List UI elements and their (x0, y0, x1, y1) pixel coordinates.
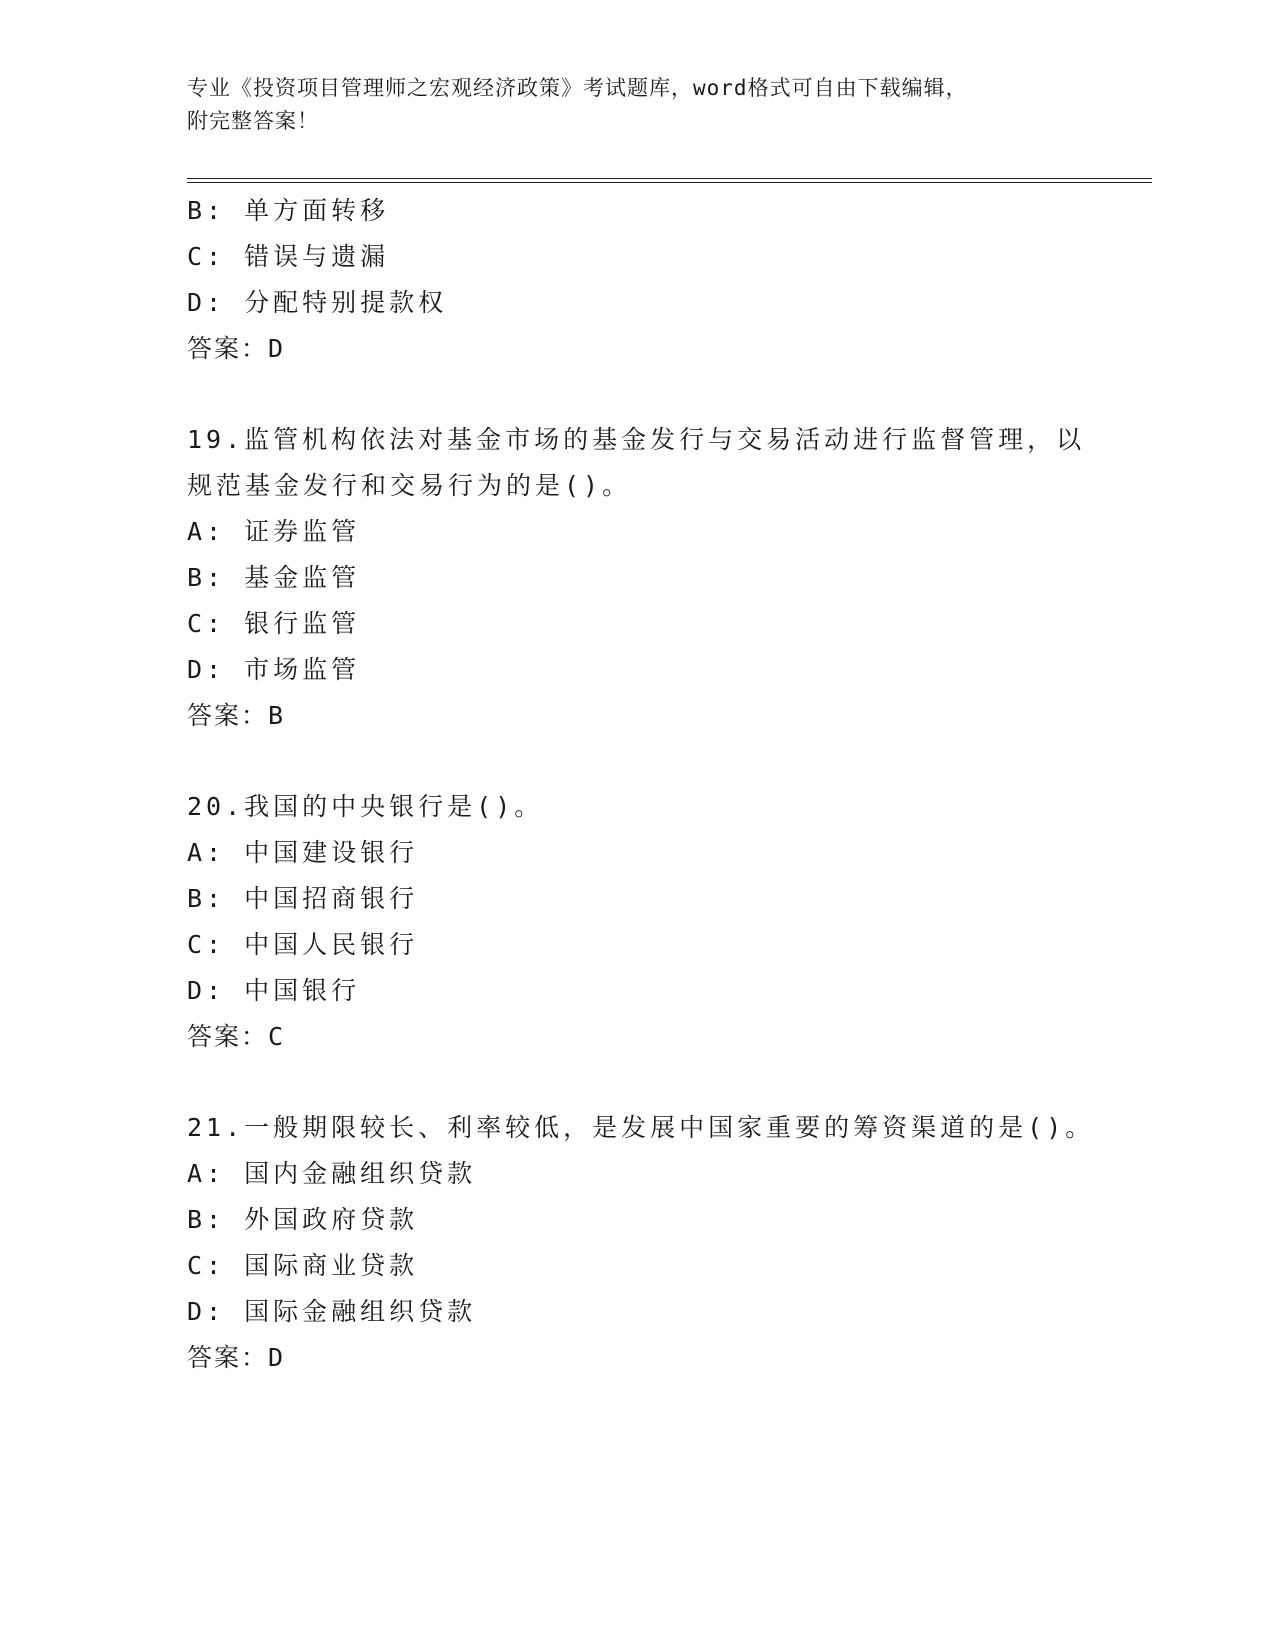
option-a: A: 证券监管 (187, 517, 361, 546)
spacer (187, 372, 1147, 417)
spacer (187, 1060, 1147, 1105)
option-c: C: 中国人民银行 (187, 930, 419, 959)
option-b: B: 外国政府贷款 (187, 1205, 419, 1234)
document-header (187, 72, 1087, 138)
header-line-1: 专业《投资项目管理师之宏观经济政策》考试题库，word格式可自由下载编辑， (187, 76, 968, 100)
answer-line: 答案：B (187, 701, 286, 730)
option-c: C: 国际商业贷款 (187, 1251, 419, 1280)
option-b: B: 中国招商银行 (187, 884, 419, 913)
question-stem-line-1: 21.一般期限较长、利率较低，是发展中国家重要的筹资渠道的是()。 (187, 1113, 1095, 1142)
header-line-2: 附完整答案！ (187, 109, 319, 133)
header-divider (187, 178, 1152, 183)
question-block-21 (187, 1105, 1147, 1381)
option-c: C: 银行监管 (187, 609, 361, 638)
answer-line: 答案：D (187, 334, 286, 363)
question-stem-line-1: 19.监管机构依法对基金市场的基金发行与交易活动进行监督管理，以 (187, 425, 1086, 454)
answer-line: 答案：C (187, 1022, 286, 1051)
option-a: A: 中国建设银行 (187, 838, 419, 867)
spacer (187, 739, 1147, 784)
question-stem-line-2: 规范基金发行和交易行为的是()。 (187, 471, 632, 500)
question-block-19 (187, 417, 1147, 739)
answer-line: 答案：D (187, 1343, 286, 1372)
option-d: D: 国际金融组织贷款 (187, 1297, 477, 1326)
option-d: D: 市场监管 (187, 655, 361, 684)
option-b: B: 基金监管 (187, 563, 361, 592)
question-block-18 (187, 188, 1147, 372)
option-d: D: 中国银行 (187, 976, 361, 1005)
question-block-20 (187, 784, 1147, 1060)
option-b: B: 单方面转移 (187, 196, 390, 225)
option-a: A: 国内金融组织贷款 (187, 1159, 477, 1188)
option-d: D: 分配特别提款权 (187, 288, 448, 317)
option-c: C: 错误与遗漏 (187, 242, 390, 271)
question-stem-line-1: 20.我国的中央银行是()。 (187, 792, 544, 821)
question-list (187, 188, 1147, 1381)
